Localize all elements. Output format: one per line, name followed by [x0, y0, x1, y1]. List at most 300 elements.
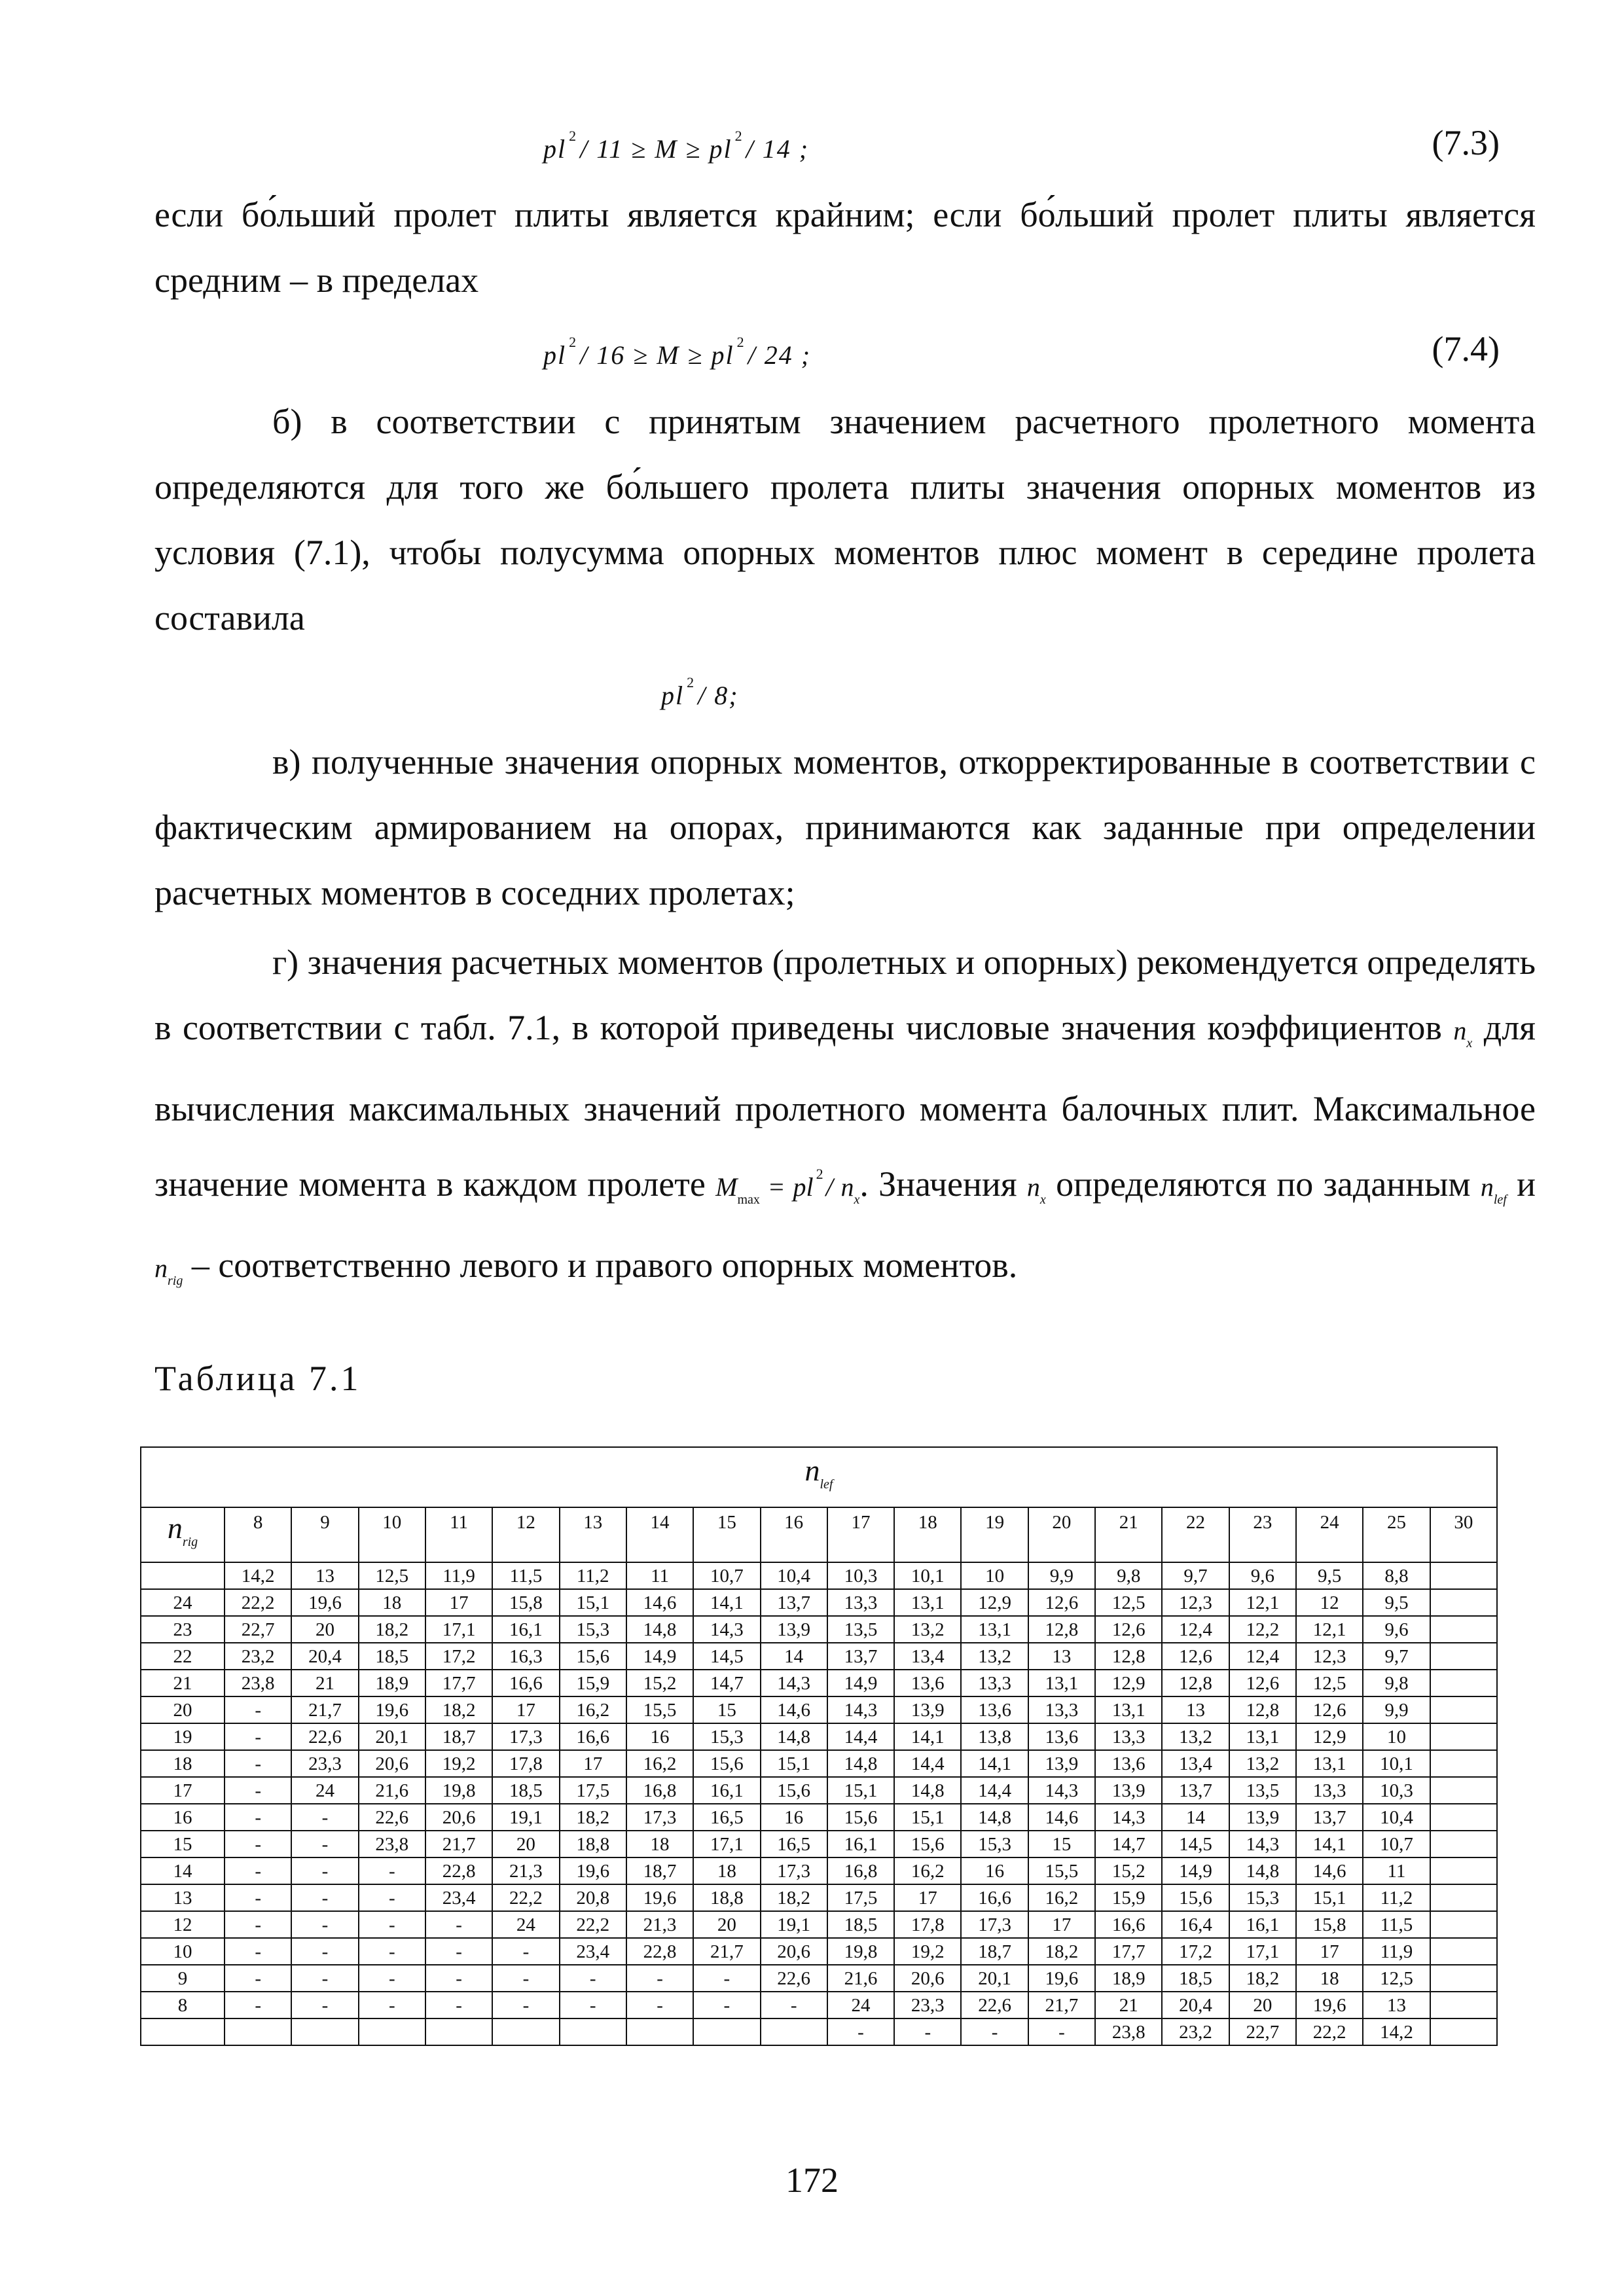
table-cell: -	[225, 1804, 291, 1831]
paragraph-b: б) в соответствии с принятым значением расчетного пролетного момента определяются для того же бо́льшего пролета плиты значения опорных моментов из условия (7.1), чтобы полусумма опорных моментов плюс момент в середине пролета составила	[154, 402, 1536, 637]
table-cell: 14,8	[961, 1804, 1028, 1831]
table-cell: 21,3	[492, 1857, 559, 1884]
table-cell: 16,1	[693, 1777, 760, 1804]
table-cell: -	[560, 1965, 626, 1992]
table-cell: 18,8	[560, 1831, 626, 1857]
table-cell: 10,3	[827, 1562, 894, 1589]
table-cell: 18,5	[827, 1911, 894, 1938]
page-number: 172	[785, 2161, 839, 2200]
table-cell: 16,4	[1162, 1911, 1229, 1938]
table-cell: 10,7	[1363, 1831, 1430, 1857]
table-cell: 17,3	[492, 1723, 559, 1750]
table-cell: 17	[560, 1750, 626, 1777]
table-cell: 18	[1296, 1965, 1363, 1992]
table-cell: 17	[1296, 1938, 1363, 1965]
table-row	[141, 2018, 1497, 2045]
table-cell: 12,8	[1095, 1643, 1162, 1670]
table-cell: 17,3	[761, 1857, 827, 1884]
table-cell: 21	[291, 1670, 358, 1696]
table-cell: 23,8	[225, 1670, 291, 1696]
table-cell: 12,6	[1028, 1589, 1095, 1616]
table-cell: 14,1	[961, 1750, 1028, 1777]
table-cell	[1430, 1804, 1497, 1831]
formula-7-3-expression: pl $^2$ / 11 ≥ M ≥ pl $^2$ / 14 ;	[543, 128, 810, 164]
table-cell: 16,8	[626, 1777, 693, 1804]
row-label-cell: 12	[141, 1911, 225, 1938]
table-cell: 13,8	[961, 1723, 1028, 1750]
table-cell: 22,2	[560, 1911, 626, 1938]
formula-7-3-number: (7.3)	[1432, 123, 1500, 162]
table-cell	[1430, 1911, 1497, 1938]
table-cell: 19,1	[761, 1911, 827, 1938]
table-cell: 15,1	[894, 1804, 961, 1831]
column-header: 23	[1229, 1507, 1296, 1562]
table-cell: 15,3	[1229, 1884, 1296, 1911]
table-cell: 19,8	[827, 1938, 894, 1965]
row-label-cell: 18	[141, 1750, 225, 1777]
table-cell: 16,6	[560, 1723, 626, 1750]
table-row	[141, 1911, 1497, 1938]
table-cell	[1430, 1670, 1497, 1696]
table-cell: 16,6	[961, 1884, 1028, 1911]
table-cell: 15,2	[626, 1670, 693, 1696]
table-cell: 15,3	[560, 1616, 626, 1643]
table-cell: 15,1	[761, 1750, 827, 1777]
table-cell: 15,5	[1028, 1857, 1095, 1884]
table-cell: 11,2	[560, 1562, 626, 1589]
table-cell: 13,1	[1095, 1696, 1162, 1723]
table-cell: 19,2	[894, 1938, 961, 1965]
table-cell: 14,8	[894, 1777, 961, 1804]
table-cell: 15,9	[1095, 1884, 1162, 1911]
table-cell: -	[626, 1992, 693, 2018]
column-header: 9	[291, 1507, 358, 1562]
table-cell: 13	[291, 1562, 358, 1589]
table-cell	[761, 2018, 827, 2045]
table-cell	[1430, 2018, 1497, 2045]
table-cell: 9,5	[1296, 1562, 1363, 1589]
table-cell: 15	[693, 1696, 760, 1723]
symbol-nx: $n_x$	[1453, 1016, 1473, 1050]
table-cell: 21,7	[291, 1696, 358, 1723]
table-cell: 14,4	[827, 1723, 894, 1750]
table-cell: 14,8	[1229, 1857, 1296, 1884]
table-cell: 13,5	[1229, 1777, 1296, 1804]
table-cell	[425, 2018, 492, 2045]
table-cell: 20	[1229, 1992, 1296, 2018]
table-row	[141, 1804, 1497, 1831]
row-label-cell	[141, 2018, 225, 2045]
column-header: 15	[693, 1507, 760, 1562]
table-cell: 16,8	[827, 1857, 894, 1884]
table-cell: 18,2	[359, 1616, 425, 1643]
table-cell: 22,6	[761, 1965, 827, 1992]
table-cell: 14,7	[693, 1670, 760, 1696]
table-cell: 20,4	[291, 1643, 358, 1670]
table-cell: 20,6	[761, 1938, 827, 1965]
symbol-nlef: $n_{lef}$	[1480, 1172, 1507, 1207]
column-header: 11	[425, 1507, 492, 1562]
table-cell: 17,2	[425, 1643, 492, 1670]
table-cell: 11,2	[1363, 1884, 1430, 1911]
table-cell: 13,6	[894, 1670, 961, 1696]
table-row	[141, 1723, 1497, 1750]
table-cell: 20,6	[425, 1804, 492, 1831]
formula-pl2-8-expression: pl $^2$ / 8;	[661, 674, 739, 710]
table-row	[141, 1965, 1497, 1992]
table-cell: 16,6	[1095, 1911, 1162, 1938]
table-cell: 13,6	[1095, 1750, 1162, 1777]
table-cell: 12,8	[1229, 1696, 1296, 1723]
table-cell: 13,7	[761, 1589, 827, 1616]
table-cell: 16,1	[1229, 1911, 1296, 1938]
table-row	[141, 1670, 1497, 1696]
table-cell: 17,8	[894, 1911, 961, 1938]
table-cell: 18,2	[560, 1804, 626, 1831]
table-cell: 14,3	[1028, 1777, 1095, 1804]
table-cell: 14,2	[225, 1562, 291, 1589]
table-cell: 18,2	[1028, 1938, 1095, 1965]
table-cell: 24	[291, 1777, 358, 1804]
table-cell: 20,8	[560, 1884, 626, 1911]
table-cell: 14,4	[894, 1750, 961, 1777]
table-cell	[560, 2018, 626, 2045]
table-cell: 15,1	[827, 1777, 894, 1804]
table-cell: 18	[626, 1831, 693, 1857]
table-cell: 15,3	[693, 1723, 760, 1750]
table-cell: -	[425, 1938, 492, 1965]
table-cell: 17,1	[425, 1616, 492, 1643]
table-row	[141, 1884, 1497, 1911]
table-cell: 12,1	[1296, 1616, 1363, 1643]
table-cell: 13,1	[961, 1616, 1028, 1643]
table-row	[141, 1777, 1497, 1804]
table-cell: 14,3	[1229, 1831, 1296, 1857]
table-cell: 13,9	[1095, 1777, 1162, 1804]
table-cell: 22,8	[425, 1857, 492, 1884]
table-cell: 14,3	[827, 1696, 894, 1723]
table-cell: 9,9	[1028, 1562, 1095, 1589]
table-cell: 19,6	[359, 1696, 425, 1723]
table-cell	[1430, 1992, 1497, 2018]
table-cell: 17,7	[1095, 1938, 1162, 1965]
table-cell: -	[492, 1938, 559, 1965]
table-cell: 13,9	[761, 1616, 827, 1643]
table-cell: -	[560, 1992, 626, 2018]
table-cell: 14,5	[1162, 1831, 1229, 1857]
table-cell: -	[291, 1804, 358, 1831]
symbol-nx-2: $n_x$	[1026, 1172, 1046, 1207]
table-cell: -	[359, 1965, 425, 1992]
paragraph-v: в) полученные значения опорных моментов, откорректированные в соответствии с фактическим армированием на опорах, принимаются как заданные при определении расчетных моментов в соседних пролетах;	[154, 742, 1536, 912]
table-cell: 12,6	[1229, 1670, 1296, 1696]
table-row	[141, 1831, 1497, 1857]
table-cell: 13,3	[1028, 1696, 1095, 1723]
table-cell: 21,6	[359, 1777, 425, 1804]
table-cell: 13,1	[1296, 1750, 1363, 1777]
table-cell: 18,2	[761, 1884, 827, 1911]
table-cell: -	[359, 1992, 425, 2018]
row-label-cell: 17	[141, 1777, 225, 1804]
table-cell: -	[425, 1992, 492, 2018]
table-cell: 12,3	[1162, 1589, 1229, 1616]
table-cell: 15,6	[693, 1750, 760, 1777]
table-cell: 14,8	[761, 1723, 827, 1750]
row-label-cell: 16	[141, 1804, 225, 1831]
table-cell: 22,2	[1296, 2018, 1363, 2045]
table-cell: 17	[1028, 1911, 1095, 1938]
table-cell: 17,2	[1162, 1938, 1229, 1965]
table-cell: -	[225, 1723, 291, 1750]
table-cell: 14,6	[1296, 1857, 1363, 1884]
table-cell: 14,2	[1363, 2018, 1430, 2045]
table-cell: -	[894, 2018, 961, 2045]
table-cell: 14,8	[626, 1616, 693, 1643]
table-cell: 21,7	[425, 1831, 492, 1857]
table-cell: 23,4	[425, 1884, 492, 1911]
table-cell: 19,6	[560, 1857, 626, 1884]
table-cell: 19,6	[1028, 1965, 1095, 1992]
row-label-cell: 9	[141, 1965, 225, 1992]
table-cell: -	[225, 1750, 291, 1777]
table-cell: 13,4	[894, 1643, 961, 1670]
table-cell: 13,1	[894, 1589, 961, 1616]
table-cell: 16,6	[492, 1670, 559, 1696]
table-cell: 14,7	[1095, 1831, 1162, 1857]
table-cell: 20	[291, 1616, 358, 1643]
table-cell: 13,9	[894, 1696, 961, 1723]
header-nrig: $n_{rig}$	[141, 1507, 225, 1562]
table-cell: 15,1	[1296, 1884, 1363, 1911]
column-header: 10	[359, 1507, 425, 1562]
table-cell: 13,3	[827, 1589, 894, 1616]
table-cell: 18,9	[359, 1670, 425, 1696]
table-cell: 12,9	[1095, 1670, 1162, 1696]
table-cell: 15	[1028, 1831, 1095, 1857]
table-cell: 17	[492, 1696, 559, 1723]
column-header: 14	[626, 1507, 693, 1562]
table-cell: 20,1	[359, 1723, 425, 1750]
row-label-cell: 10	[141, 1938, 225, 1965]
table-cell: 16,1	[492, 1616, 559, 1643]
table-cell: 19,6	[626, 1884, 693, 1911]
table-cell: 18,2	[1229, 1965, 1296, 1992]
table-cell: 22,8	[626, 1938, 693, 1965]
table-cell: 16	[626, 1723, 693, 1750]
table-cell: 22,7	[1229, 2018, 1296, 2045]
formula-7-4	[0, 329, 1624, 386]
formula-7-4-number: (7.4)	[1432, 329, 1500, 368]
table-cell: 10,1	[894, 1562, 961, 1589]
row-label-cell: 23	[141, 1616, 225, 1643]
table-cell: -	[359, 1938, 425, 1965]
table-cell: 17,3	[961, 1911, 1028, 1938]
row-label-cell	[141, 1562, 225, 1589]
table-cell: 14,1	[693, 1589, 760, 1616]
table-cell: 11,5	[1363, 1911, 1430, 1938]
table-cell: 9,8	[1095, 1562, 1162, 1589]
table-cell: 17,8	[492, 1750, 559, 1777]
row-label-cell: 19	[141, 1723, 225, 1750]
table-cell	[1430, 1589, 1497, 1616]
table-cell: 21,7	[693, 1938, 760, 1965]
row-label-cell: 20	[141, 1696, 225, 1723]
table-cell: 23,2	[1162, 2018, 1229, 2045]
table-cell: 17,5	[827, 1884, 894, 1911]
table-cell	[1430, 1696, 1497, 1723]
row-label-cell: 21	[141, 1670, 225, 1696]
table-cell: 23,4	[560, 1938, 626, 1965]
table-cell: 13,2	[1229, 1750, 1296, 1777]
column-header: 24	[1296, 1507, 1363, 1562]
table-cell	[1430, 1831, 1497, 1857]
table-cell: 9,9	[1363, 1696, 1430, 1723]
table-cell: 12,6	[1162, 1643, 1229, 1670]
table-cell: 15,1	[560, 1589, 626, 1616]
table-cell: 15,8	[492, 1589, 559, 1616]
table-cell: -	[425, 1965, 492, 1992]
table-cell: 16,3	[492, 1643, 559, 1670]
table-cell: 18,7	[425, 1723, 492, 1750]
table-cell: 16,2	[560, 1696, 626, 1723]
table-cell: -	[359, 1884, 425, 1911]
table-cell: 15,5	[626, 1696, 693, 1723]
table-cell: 19,8	[425, 1777, 492, 1804]
table-cell: 12,6	[1296, 1696, 1363, 1723]
table-cell: 18	[693, 1857, 760, 1884]
table-cell: 23,8	[359, 1831, 425, 1857]
table-row	[141, 1938, 1497, 1965]
column-header: 21	[1095, 1507, 1162, 1562]
table-cell	[626, 2018, 693, 2045]
table-cell	[1430, 1965, 1497, 1992]
formula-mmax: $M_{max}$ = pl $^2 / n_x$	[715, 1166, 860, 1207]
table-cell: 15,6	[560, 1643, 626, 1670]
table-cell: 18,8	[693, 1884, 760, 1911]
table-cell: -	[291, 1965, 358, 1992]
table-cell: -	[225, 1911, 291, 1938]
table-cell: 11,9	[425, 1562, 492, 1589]
table-row	[141, 1750, 1497, 1777]
table-cell: -	[291, 1831, 358, 1857]
column-header: 16	[761, 1507, 827, 1562]
table-cell: 22,6	[291, 1723, 358, 1750]
table-cell: 13,6	[1028, 1723, 1095, 1750]
table-cell: 15,6	[827, 1804, 894, 1831]
table-cell: 12,5	[1296, 1670, 1363, 1696]
table-cell: 13,2	[961, 1643, 1028, 1670]
table-cell: 20,1	[961, 1965, 1028, 1992]
table-cell: -	[291, 1911, 358, 1938]
table-cell: 21,3	[626, 1911, 693, 1938]
table-row	[141, 1589, 1497, 1616]
table-row	[141, 1857, 1497, 1884]
table-cell: 15,6	[894, 1831, 961, 1857]
table-cell: 15,2	[1095, 1857, 1162, 1884]
table-cell: 18,2	[425, 1696, 492, 1723]
column-header: 13	[560, 1507, 626, 1562]
table-cell: 23,3	[894, 1992, 961, 2018]
table-cell: 24	[827, 1992, 894, 2018]
table-cell: -	[492, 1965, 559, 1992]
column-header: 20	[1028, 1507, 1095, 1562]
row-label-cell: 14	[141, 1857, 225, 1884]
table-cell: 14,5	[693, 1643, 760, 1670]
table-cell: 10,7	[693, 1562, 760, 1589]
table-cell	[1430, 1562, 1497, 1589]
table-cell: 23,3	[291, 1750, 358, 1777]
table-cell: -	[291, 1857, 358, 1884]
table-cell: 10,4	[761, 1562, 827, 1589]
column-header: 30	[1430, 1507, 1497, 1562]
table-cell: 10,4	[1363, 1804, 1430, 1831]
table-cell: 18,7	[961, 1938, 1028, 1965]
table-cell: 9,6	[1363, 1616, 1430, 1643]
table-cell: -	[961, 2018, 1028, 2045]
table-cell: 20,6	[894, 1965, 961, 1992]
table-cell	[1430, 1884, 1497, 1911]
table-cell: 20,4	[1162, 1992, 1229, 2018]
column-header: 17	[827, 1507, 894, 1562]
table-cell	[1430, 1777, 1497, 1804]
table-cell: 9,6	[1229, 1562, 1296, 1589]
table-cell: 9,7	[1363, 1643, 1430, 1670]
table-cell: 17,7	[425, 1670, 492, 1696]
table-cell: 20	[492, 1831, 559, 1857]
table-cell: 12,5	[1363, 1965, 1430, 1992]
table-cell: 12,5	[1095, 1589, 1162, 1616]
table-cell: 17,1	[1229, 1938, 1296, 1965]
table-cell: 14,4	[961, 1777, 1028, 1804]
table-cell: 9,5	[1363, 1589, 1430, 1616]
table-cell: 16,5	[761, 1831, 827, 1857]
table-cell: -	[359, 1857, 425, 1884]
table-cell: 14,1	[1296, 1831, 1363, 1857]
table-cell: 23,2	[225, 1643, 291, 1670]
table-cell: 18,9	[1095, 1965, 1162, 1992]
symbol-nrig: $n_{rig}$	[154, 1253, 183, 1288]
column-header: 8	[225, 1507, 291, 1562]
table-cell	[1430, 1616, 1497, 1643]
table-cell: 13,5	[827, 1616, 894, 1643]
table-cell: 17	[425, 1589, 492, 1616]
table-cell: 20,6	[359, 1750, 425, 1777]
table-cell: 16	[761, 1804, 827, 1831]
table-cell: 16,2	[1028, 1884, 1095, 1911]
table-cell: -	[626, 1965, 693, 1992]
table-cell: 14,3	[761, 1670, 827, 1696]
table-cell: 13,3	[961, 1670, 1028, 1696]
table-cell: -	[359, 1911, 425, 1938]
table-cell: 12,8	[1028, 1616, 1095, 1643]
table-cell: 22,6	[359, 1804, 425, 1831]
row-label-cell: 13	[141, 1884, 225, 1911]
column-header: 18	[894, 1507, 961, 1562]
table-cell: 12,5	[359, 1562, 425, 1589]
table-cell: 14,3	[693, 1616, 760, 1643]
table-cell: 14	[1162, 1804, 1229, 1831]
table-cell: 14,1	[894, 1723, 961, 1750]
table-cell: 20	[693, 1911, 760, 1938]
table-cell: -	[291, 1938, 358, 1965]
table-cell: 15,3	[961, 1831, 1028, 1857]
table-cell: 19,6	[1296, 1992, 1363, 2018]
table-cell: 14,9	[626, 1643, 693, 1670]
row-label-cell: 8	[141, 1992, 225, 2018]
table-cell: -	[492, 1992, 559, 2018]
table-cell: 17	[894, 1884, 961, 1911]
table-cell: 13,9	[1028, 1750, 1095, 1777]
